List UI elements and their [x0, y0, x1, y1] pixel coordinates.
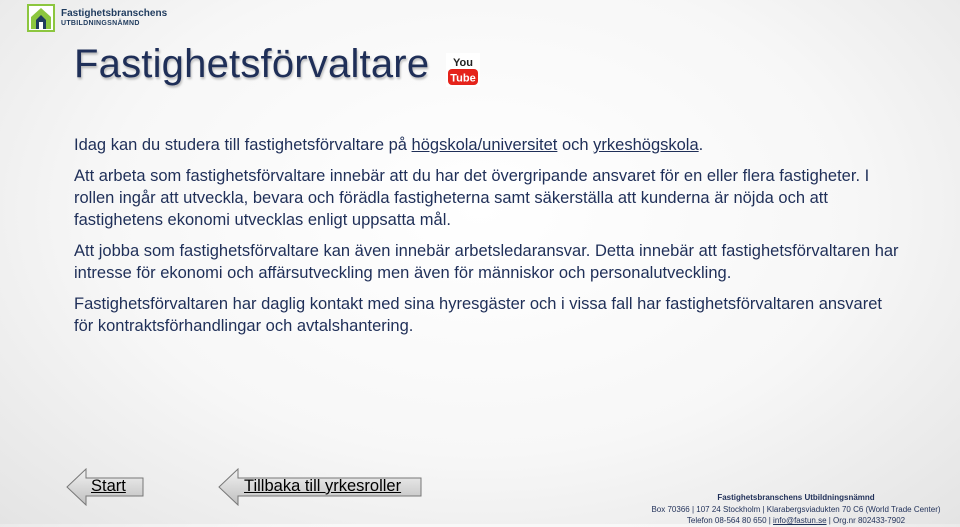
footer: [646, 492, 946, 527]
paragraph-study-period: .: [698, 136, 704, 154]
paragraph-study-conjunction: och: [557, 136, 594, 154]
brand-name: Fastighetsbranschens: [61, 8, 168, 20]
paragraph-study-text: Idag kan du studera till fastighetsförvaltare på: [74, 136, 412, 154]
page-title: Fastighetsförvaltare: [74, 42, 430, 86]
youtube-label-top: You: [453, 57, 473, 69]
brand-subtitle: UTBILDNINGSNÄMND: [61, 19, 140, 27]
link-yrkeshogskola[interactable]: yrkeshögskola: [593, 136, 699, 154]
brand-logo: [27, 4, 167, 32]
footer-email-link[interactable]: info@fastun.se: [773, 516, 827, 525]
paragraph-role: Att arbeta som fastighetsförvaltare innebär att du har det övergripande ansvaret för en eller flera fastigheter. I rollen ingår att utveckla, bevara och förädla fastigheterna samt säkerställa att kunderna är nöjda och att fastighetens ekonomi utvecklas enligt uppsatta mål.: [74, 167, 870, 229]
youtube-label-bottom: Tube: [450, 72, 476, 85]
back-to-roles-label: Tillbaka till yrkesroller: [244, 477, 402, 495]
footer-address: Box 70366 | 107 24 Stockholm | Klarabergsviadukten 70 C6 (World Trade Center): [651, 504, 941, 514]
footer-contact: [646, 515, 946, 527]
footer-phone: Telefon 08-564 80 650 |: [686, 516, 774, 525]
house-logo-icon: [27, 4, 55, 32]
start-button[interactable]: [66, 468, 144, 506]
back-to-roles-button[interactable]: [218, 468, 422, 506]
main-content: [74, 134, 904, 346]
paragraph-leadership: Att jobba som fastighetsförvaltare kan även innebär arbetsledaransvar. Detta innebär att fastighetsförvaltaren har intresse för ekonomi och affärsutveckling men även för människor och personalutveckling.: [74, 242, 899, 282]
footer-org-name: Fastighetsbranschens Utbildningsnämnd: [717, 493, 875, 502]
youtube-icon[interactable]: [446, 53, 480, 87]
link-hogskola-universitet[interactable]: högskola/universitet: [411, 136, 558, 154]
footer-orgnr: | Org.nr 802433-7902: [826, 516, 906, 525]
start-button-label: Start: [91, 477, 126, 495]
paragraph-contact: Fastighetsförvaltaren har daglig kontakt med sina hyresgäster och i vissa fall har fastighetsförvaltaren ansvaret för kontraktsförhandlingar och avtalshantering.: [74, 295, 882, 335]
paragraph-study: [74, 134, 904, 156]
